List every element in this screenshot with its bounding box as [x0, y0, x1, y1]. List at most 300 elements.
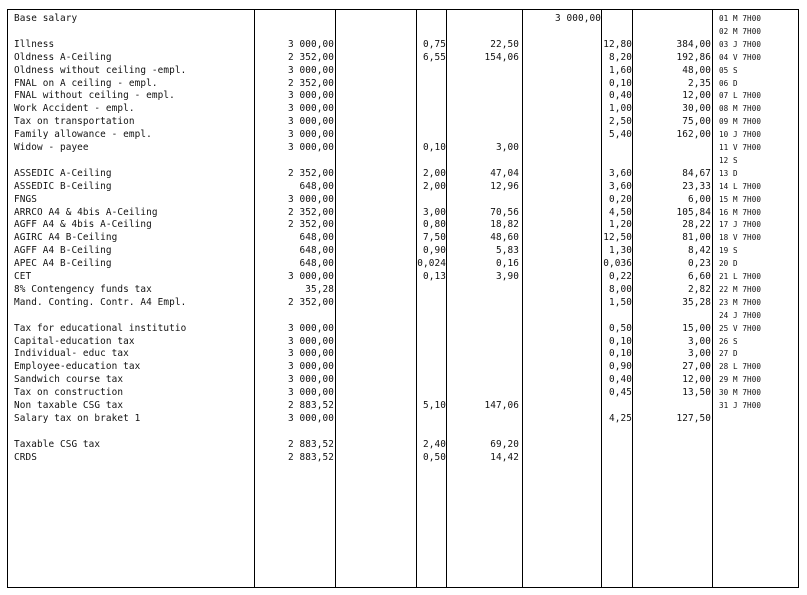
table-row [8, 64, 798, 77]
base-amount: 2 352,00 [288, 296, 334, 308]
employer-amount: 12,00 [682, 90, 711, 102]
base-amount: 2 352,00 [288, 206, 334, 218]
line-label: Oldness A-Ceiling [14, 51, 112, 63]
table-row [8, 128, 798, 141]
base-amount: 2 883,52 [288, 400, 334, 411]
employer-amount: 105,84 [676, 206, 711, 218]
employer-amount [633, 438, 711, 451]
employer-rate: 8,20 [609, 51, 632, 63]
employee-amount: 147,06 [484, 400, 519, 411]
base-amount: 35,28 [305, 283, 334, 295]
gain-amount [523, 335, 601, 348]
employer-rate: 12,50 [603, 232, 632, 244]
employee-rate [417, 115, 446, 128]
employer-rate: 0,40 [609, 90, 632, 102]
gain-amount [523, 438, 601, 451]
line-label: AGFF A4 B-Ceiling [14, 245, 112, 257]
employee-rate [417, 386, 446, 399]
employee-rate [417, 360, 446, 373]
employer-amount: 127,50 [676, 412, 711, 424]
employer-rate: 1,50 [609, 296, 632, 308]
employee-rate [417, 12, 446, 25]
employee-rate: 2,00 [423, 180, 446, 192]
calendar-day: 08 M 7H00 [719, 104, 762, 114]
table-row [8, 360, 798, 373]
employee-amount: 48,60 [490, 232, 519, 244]
table-row [8, 270, 798, 283]
base-amount: 3 000,00 [288, 322, 334, 334]
gain-amount [523, 64, 601, 77]
table-row [8, 141, 798, 154]
employer-amount [633, 451, 711, 464]
employer-rate: 1,20 [609, 219, 632, 231]
gain-amount [523, 38, 601, 51]
gain-amount [523, 257, 601, 270]
gain-amount [523, 451, 601, 464]
base-amount: 3 000,00 [288, 64, 334, 76]
gain-amount [523, 77, 601, 90]
table-row [8, 257, 798, 270]
table-row [8, 102, 798, 115]
line-label [14, 154, 254, 167]
base-amount: 3 000,00 [288, 103, 334, 115]
base-amount: 3 000,00 [288, 361, 334, 373]
employer-amount [633, 309, 711, 322]
employee-amount [447, 77, 519, 90]
calendar-day: 31 J 7H00 [719, 401, 762, 410]
calendar-day: 12 S [719, 155, 738, 165]
calendar-day: 25 V 7H00 [719, 323, 762, 333]
base-amount: 3 000,00 [288, 374, 334, 386]
employee-rate [417, 425, 446, 438]
gain-amount [523, 128, 601, 141]
line-label: Employee-education tax [14, 361, 141, 373]
line-label: CET [14, 271, 32, 282]
employer-rate [602, 12, 632, 25]
calendar-day: 03 J 7H00 [719, 39, 762, 49]
base-amount [255, 12, 334, 25]
base-amount [255, 309, 334, 322]
line-label: Capital-education tax [14, 335, 135, 347]
employee-rate: 0,50 [423, 451, 446, 463]
table-row [8, 180, 798, 193]
employer-amount: 48,00 [682, 64, 711, 76]
line-label: Tax on construction [14, 387, 124, 399]
employer-amount [633, 399, 711, 412]
base-amount: 648,00 [299, 232, 334, 244]
table-row [8, 206, 798, 219]
gain-amount [523, 206, 601, 219]
table-row [8, 51, 798, 64]
calendar-day: 28 L 7H00 [719, 362, 762, 372]
base-amount: 648,00 [299, 245, 334, 257]
line-label: Salary tax on braket 1 [14, 412, 141, 424]
employee-rate: 0,75 [423, 38, 446, 50]
employee-rate: 2,40 [423, 438, 446, 450]
employee-rate [417, 283, 446, 296]
employer-amount: 28,22 [682, 219, 711, 231]
employer-rate: 4,50 [609, 206, 632, 218]
employee-amount [447, 335, 519, 348]
employer-amount: 6,60 [688, 271, 711, 282]
employee-amount: 69,20 [490, 438, 519, 450]
employee-amount [447, 193, 519, 206]
employee-rate [417, 335, 446, 348]
table-row [8, 12, 798, 25]
table-row [8, 335, 798, 348]
base-amount: 2 883,52 [288, 451, 334, 463]
employee-rate: 0,13 [423, 271, 446, 282]
line-label: Mand. Conting. Contr. A4 Empl. [14, 296, 187, 308]
gain-amount [523, 180, 601, 193]
employee-amount [447, 12, 519, 25]
employer-rate: 0,10 [609, 335, 632, 347]
table-row [8, 38, 798, 51]
employer-rate [602, 154, 632, 167]
employee-amount [447, 296, 519, 309]
base-amount: 3 000,00 [288, 129, 334, 141]
calendar-day: 30 M 7H00 [719, 388, 762, 398]
employee-amount [447, 115, 519, 128]
table-row [8, 193, 798, 206]
employer-amount: 23,33 [682, 180, 711, 192]
table-row [8, 309, 798, 322]
employee-rate [417, 309, 446, 322]
base-amount: 3 000,00 [288, 38, 334, 50]
employee-amount [447, 25, 519, 38]
employee-amount [447, 360, 519, 373]
employee-rate [417, 154, 446, 167]
table-row [8, 89, 798, 102]
employer-rate: 1,60 [609, 64, 632, 76]
employer-rate [602, 141, 632, 154]
employee-amount [447, 412, 519, 425]
employee-amount: 22,50 [490, 38, 519, 50]
employee-rate [417, 25, 446, 38]
table-row [8, 244, 798, 257]
gain-amount [523, 283, 601, 296]
employee-amount: 5,83 [496, 245, 519, 257]
gain-amount [523, 115, 601, 128]
table-row [8, 347, 798, 360]
table-row [8, 451, 798, 464]
employer-amount: 162,00 [676, 129, 711, 141]
calendar-day: 18 V 7H00 [719, 233, 762, 243]
employee-amount [447, 154, 519, 167]
employer-rate [602, 438, 632, 451]
gain-amount [523, 244, 601, 257]
employer-rate [602, 451, 632, 464]
gain-amount [523, 425, 601, 438]
calendar-day: 23 M 7H00 [719, 297, 762, 307]
gain-amount [523, 386, 601, 399]
employer-amount: 3,00 [688, 348, 711, 360]
table-row [8, 283, 798, 296]
employer-amount: 75,00 [682, 116, 711, 128]
gain-amount [523, 322, 601, 335]
base-amount: 3 000,00 [288, 335, 334, 347]
gain-amount [523, 25, 601, 38]
line-label: Widow - payee [14, 142, 89, 153]
employer-amount: 30,00 [682, 103, 711, 115]
employer-rate: 0,10 [609, 77, 632, 89]
base-amount [255, 154, 334, 167]
table-row [8, 231, 798, 244]
table-row [8, 115, 798, 128]
calendar-day: 05 S [719, 65, 738, 75]
calendar-day: 17 J 7H00 [719, 220, 762, 230]
employer-rate: 0,40 [609, 374, 632, 386]
employer-rate: 12,80 [603, 38, 632, 50]
gain-amount [523, 296, 601, 309]
employer-rate: 0,45 [609, 387, 632, 399]
employer-rate: 4,25 [609, 412, 632, 424]
gain-amount [523, 347, 601, 360]
employer-amount: 15,00 [682, 322, 711, 334]
employee-amount [447, 373, 519, 386]
employer-rate: 0,20 [609, 193, 632, 205]
base-amount: 648,00 [299, 180, 334, 192]
line-label: Non taxable CSG tax [14, 400, 124, 411]
table-row [8, 25, 798, 38]
employee-amount: 18,82 [490, 219, 519, 231]
employee-amount [447, 425, 519, 438]
gain-amount [523, 167, 601, 180]
gain-amount [523, 373, 601, 386]
base-amount: 3 000,00 [288, 116, 334, 128]
line-label: FNAL without ceiling - empl. [14, 90, 175, 102]
base-amount: 2 352,00 [288, 51, 334, 63]
calendar-day: 29 M 7H00 [719, 375, 762, 385]
base-amount [255, 425, 334, 438]
line-label: FNAL on A ceiling - empl. [14, 77, 158, 89]
employee-amount [447, 283, 519, 296]
gain-amount [523, 412, 601, 425]
employee-amount: 0,16 [496, 258, 519, 270]
gain-amount [523, 399, 601, 412]
employer-rate: 0,90 [609, 361, 632, 373]
line-label: Family allowance - empl. [14, 129, 152, 141]
employer-amount [633, 141, 711, 154]
employer-rate: 0,22 [609, 271, 632, 282]
employee-amount: 12,96 [490, 180, 519, 192]
line-label: ASSEDIC A-Ceiling [14, 167, 112, 179]
calendar-day: 19 S [719, 246, 738, 256]
table-row [8, 77, 798, 90]
gain-amount [523, 102, 601, 115]
employer-rate [602, 309, 632, 322]
table-row [8, 296, 798, 309]
employee-amount: 3,00 [496, 142, 519, 153]
employee-rate: 2,00 [423, 167, 446, 179]
employee-rate: 0,90 [423, 245, 446, 257]
line-label: APEC A4 B-Ceiling [14, 258, 112, 270]
base-amount: 2 883,52 [288, 438, 334, 450]
employer-rate [602, 399, 632, 412]
line-label: AGIRC A4 B-Ceiling [14, 232, 118, 244]
employee-rate: 0,024 [417, 258, 446, 270]
line-label: CRDS [14, 451, 37, 463]
employer-amount: 6,00 [688, 193, 711, 205]
line-label: Base salary [14, 13, 78, 24]
calendar-day: 20 D [719, 259, 738, 269]
line-label: 8% Contengency funds tax [14, 283, 152, 295]
base-amount: 2 352,00 [288, 167, 334, 179]
employee-rate [417, 89, 446, 102]
employee-rate: 7,50 [423, 232, 446, 244]
line-label [14, 25, 254, 38]
table-row [8, 386, 798, 399]
employee-rate: 0,80 [423, 219, 446, 231]
employee-rate: 3,00 [423, 206, 446, 218]
employee-amount [447, 309, 519, 322]
line-label: ASSEDIC B-Ceiling [14, 180, 112, 192]
line-label: Sandwich course tax [14, 374, 124, 386]
line-label [14, 309, 254, 322]
line-label: ARRCO A4 & 4bis A-Ceiling [14, 206, 158, 218]
table-row [8, 399, 798, 412]
table-row [8, 154, 798, 167]
employer-amount: 2,82 [688, 283, 711, 295]
table-row [8, 218, 798, 231]
employee-amount: 154,06 [484, 51, 519, 63]
calendar-day: 01 M 7H00 [719, 14, 762, 23]
base-amount [255, 25, 334, 38]
gain-amount [523, 360, 601, 373]
employer-amount: 35,28 [682, 296, 711, 308]
base-amount: 3 000,00 [288, 348, 334, 360]
base-amount: 3 000,00 [288, 90, 334, 102]
gain-amount: 3 000,00 [555, 13, 601, 24]
employer-rate [602, 25, 632, 38]
line-label: Oldness without ceiling -empl. [14, 64, 187, 76]
employer-rate: 8,00 [609, 283, 632, 295]
employee-amount [447, 322, 519, 335]
employer-rate: 5,40 [609, 129, 632, 141]
employee-rate [417, 193, 446, 206]
calendar-day: 07 L 7H00 [719, 91, 762, 101]
calendar-day: 22 M 7H00 [719, 284, 762, 294]
calendar-day: 13 D [719, 168, 738, 178]
employer-rate: 1,00 [609, 103, 632, 115]
employer-amount: 12,00 [682, 374, 711, 386]
employer-rate: 3,60 [609, 180, 632, 192]
employer-amount [633, 12, 711, 25]
table-row [8, 322, 798, 335]
employer-amount [633, 25, 711, 38]
employee-rate [417, 373, 446, 386]
employer-amount: 192,86 [676, 51, 711, 63]
calendar-day: 04 V 7H00 [719, 52, 762, 62]
line-label: Taxable CSG tax [14, 438, 101, 450]
employer-amount: 8,42 [688, 245, 711, 257]
employer-rate [602, 425, 632, 438]
employee-amount [447, 386, 519, 399]
employee-rate: 0,10 [423, 142, 446, 153]
base-amount: 2 352,00 [288, 77, 334, 89]
calendar-day: 10 J 7H00 [719, 130, 762, 140]
employer-amount: 2,35 [688, 77, 711, 89]
calendar-day: 02 M 7H00 [719, 26, 762, 36]
gain-amount [523, 231, 601, 244]
gain-amount [523, 154, 601, 167]
employer-rate: 3,60 [609, 167, 632, 179]
calendar-day: 15 M 7H00 [719, 194, 762, 204]
gain-amount [523, 193, 601, 206]
employee-amount [447, 347, 519, 360]
employee-rate: 5,10 [423, 400, 446, 411]
employer-rate: 2,50 [609, 116, 632, 128]
gain-amount [523, 309, 601, 322]
employee-rate [417, 77, 446, 90]
gain-amount [523, 51, 601, 64]
employee-rate [417, 296, 446, 309]
line-label: Illness [14, 38, 55, 50]
employee-amount: 47,04 [490, 167, 519, 179]
table-row [8, 412, 798, 425]
gain-amount [523, 89, 601, 102]
employee-rate [417, 128, 446, 141]
employer-amount: 0,23 [688, 258, 711, 270]
line-label: FNGS [14, 193, 37, 205]
employer-amount [633, 425, 711, 438]
employer-rate: 1,30 [609, 245, 632, 257]
line-label: Tax for educational institutio [14, 322, 187, 334]
employee-amount [447, 89, 519, 102]
calendar-day: 21 L 7H00 [719, 272, 762, 281]
employer-amount: 384,00 [676, 38, 711, 50]
table-row [8, 438, 798, 451]
employee-rate [417, 64, 446, 77]
employee-amount [447, 64, 519, 77]
table-row [8, 425, 798, 438]
base-amount: 648,00 [299, 258, 334, 270]
employee-rate [417, 412, 446, 425]
table-row [8, 373, 798, 386]
employer-rate: 0,036 [603, 258, 632, 270]
employee-amount [447, 102, 519, 115]
employer-amount: 13,50 [682, 387, 711, 399]
line-label: AGFF A4 & 4bis A-Ceiling [14, 219, 152, 231]
gain-amount [523, 141, 601, 154]
employer-rate: 0,10 [609, 348, 632, 360]
employee-amount: 14,42 [490, 451, 519, 463]
gain-amount [523, 218, 601, 231]
employer-rate: 0,50 [609, 322, 632, 334]
employee-rate: 6,55 [423, 51, 446, 63]
calendar-day: 16 M 7H00 [719, 207, 762, 217]
table-row [8, 167, 798, 180]
base-amount: 3 000,00 [288, 193, 334, 205]
line-label: Individual- educ tax [14, 348, 129, 360]
employer-amount: 81,00 [682, 232, 711, 244]
calendar-day: 27 D [719, 349, 738, 359]
line-label: Work Accident - empl. [14, 103, 135, 115]
calendar-day: 09 M 7H00 [719, 117, 762, 127]
employee-amount: 3,90 [496, 271, 519, 282]
employee-rate [417, 347, 446, 360]
employee-amount: 70,56 [490, 206, 519, 218]
calendar-day: 24 J 7H00 [719, 310, 762, 320]
calendar-day: 11 V 7H00 [719, 143, 762, 152]
employer-amount [633, 154, 711, 167]
employee-rate [417, 102, 446, 115]
payslip-sheet [7, 9, 799, 588]
calendar-day: 26 S [719, 336, 738, 346]
line-label [14, 425, 254, 438]
employer-amount: 84,67 [682, 167, 711, 179]
base-amount: 3 000,00 [288, 142, 334, 153]
